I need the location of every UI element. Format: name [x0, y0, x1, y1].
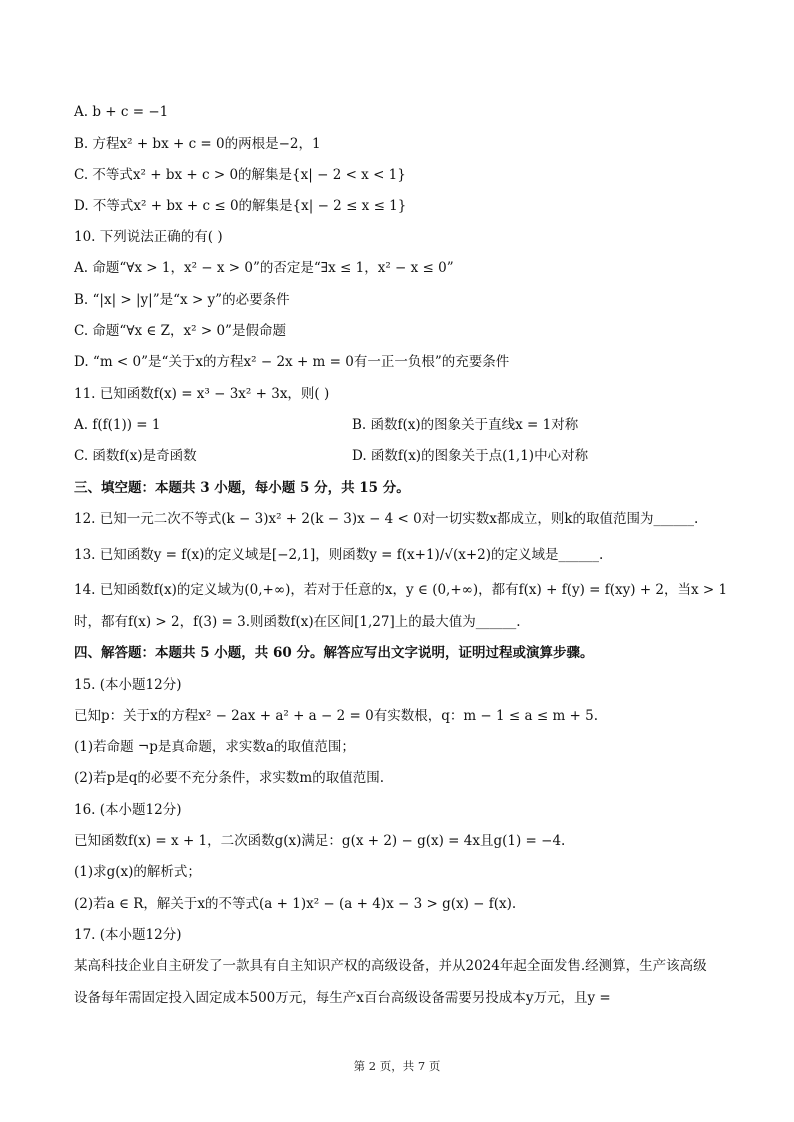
q17-stem-line1: 某高科技企业自主研发了一款具有自主知识产权的高级设备，并从2024年起全面发售.经测算，生产该高级	[74, 958, 707, 974]
q16-heading: 16. (本小题12分)	[74, 802, 182, 818]
q16-stem: 已知函数f(x) = x + 1，二次函数g(x)满足：g(x + 2) − g(x) = 4x且g(1) = −4.	[74, 833, 566, 849]
q16-part1: (1)求g(x)的解析式；	[74, 864, 201, 880]
q11-option-a: A. f(f(1)) = 1	[74, 417, 161, 433]
q9-option-b: B. 方程x² + bx + c = 0的两根是−2，1	[74, 136, 321, 152]
q13-text: 13. 已知函数y = f(x)的定义域是[−2,1]，则函数y = f(x+1)/√(x+2)的定义域是______.	[74, 547, 604, 563]
section-fill-in-heading: 三、填空题：本题共 3 小题，每小题 5 分，共 15 分。	[74, 480, 410, 496]
q15-heading: 15. (本小题12分)	[74, 677, 182, 693]
q17-heading: 17. (本小题12分)	[74, 927, 182, 943]
q9-option-d: D. 不等式x² + bx + c ≤ 0的解集是{x| − 2 ≤ x ≤ 1}	[74, 198, 407, 214]
q15-part1: (1)若命题 ¬p是真命题，求实数a的取值范围；	[74, 739, 355, 755]
q9-option-c: C. 不等式x² + bx + c > 0的解集是{x| − 2 < x < 1}	[74, 167, 406, 183]
q15-part2: (2)若p是q的必要不充分条件，求实数m的取值范围.	[74, 770, 384, 786]
q14-text-line1: 14. 已知函数f(x)的定义域为(0,+∞)，若对于任意的x，y ∈ (0,+∞)，都有f(x) + f(y) = f(xy) + 2，当x > 1	[74, 582, 728, 598]
q11-option-d: D. 函数f(x)的图象关于点(1,1)中心对称	[352, 448, 589, 464]
q15-stem: 已知p：关于x的方程x² − 2ax + a² + a − 2 = 0有实数根，q：m − 1 ≤ a ≤ m + 5.	[74, 708, 599, 724]
q10-option-c: C. 命题“∀x ∈ Z，x² > 0”是假命题	[74, 323, 286, 339]
q12-text: 12. 已知一元二次不等式(k − 3)x² + 2(k − 3)x − 4 < 0对一切实数x都成立，则k的取值范围为______.	[74, 511, 699, 527]
q10-stem: 10. 下列说法正确的有( )	[74, 229, 223, 245]
q9-option-a: A. b + c = −1	[74, 104, 169, 120]
q10-option-b: B. “|x| > |y|”是“x > y”的必要条件	[74, 292, 290, 308]
q11-option-b: B. 函数f(x)的图象关于直线x = 1对称	[352, 417, 579, 433]
q16-part2: (2)若a ∈ R，解关于x的不等式(a + 1)x² − (a + 4)x − 3 > g(x) − f(x).	[74, 896, 517, 912]
q11-stem: 11. 已知函数f(x) = x³ − 3x² + 3x，则( )	[74, 386, 330, 402]
section-answer-heading: 四、解答题：本题共 5 小题，共 60 分。解答应写出文字说明，证明过程或演算步骤。	[74, 645, 594, 661]
q11-option-c: C. 函数f(x)是奇函数	[74, 448, 197, 464]
q17-stem-line2: 设备每年需固定投入固定成本500万元，每生产x百台高级设备需要另投成本y万元，且y =	[74, 990, 611, 1006]
q10-option-d: D. “m < 0”是“关于x的方程x² − 2x + m = 0有一正一负根”的充要条件	[74, 354, 510, 370]
page-footer: 第 2 页，共 7 页	[353, 1059, 441, 1073]
q10-option-a: A. 命题“∀x > 1，x² − x > 0”的否定是“∃x ≤ 1，x² − x ≤ 0”	[74, 260, 454, 276]
q14-text-line2: 时，都有f(x) > 2，f(3) = 3.则函数f(x)在区间[1,27]上的最大值为______.	[74, 614, 521, 630]
